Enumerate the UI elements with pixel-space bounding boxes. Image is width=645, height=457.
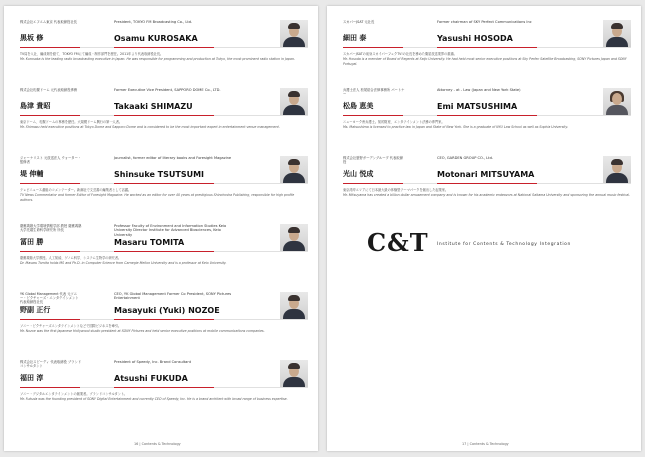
affiliation-en: CEO, GARDEN GROUP CO., Ltd. — [437, 156, 494, 160]
profile-header — [20, 360, 308, 388]
bio-jp: ソニー・ピクチャーズエンタテインメントなどで国際ビジネスを牽引。 — [20, 324, 122, 328]
profile-nozoe — [20, 292, 308, 334]
name-en: Masaru TOMITA — [114, 238, 185, 247]
bio-jp: テレビニュース番組のコメンテーター。新潮社で文芸書の編集者として活躍。 — [20, 188, 132, 192]
bio-jp: ソニー・デジタルエンタテインメントの創業者。ブランドコンサルタント。 — [20, 392, 127, 396]
portrait-photo — [280, 88, 308, 116]
affiliation-en: Former chairman of SKY Perfect Communications Inc — [437, 20, 532, 24]
divider-rule — [20, 183, 308, 184]
portrait-photo — [280, 224, 308, 252]
logo-mark: C&T — [367, 228, 429, 257]
affiliation-en: Attorney - at - Law (Japan and New York State) — [437, 88, 521, 92]
affiliation-en: Journalist, former editor of literary books and Foresight Magazine — [114, 156, 232, 160]
divider-rule — [20, 115, 308, 116]
ct-logo — [367, 228, 607, 268]
bio-en: Mr. Hosoda is a member of Board of Regents at Seijo University. He had held most senior executive positions at Sky Perfec Satellite Broadcasting, SONY Pictures Japan and SONY Portugal. — [343, 57, 627, 66]
portrait-photo — [603, 20, 631, 48]
profile-matsushima — [343, 88, 631, 130]
name-en: Emi MATSUSHIMA — [437, 102, 518, 111]
profile-tomita — [20, 224, 308, 266]
bio-en: Mr. Mitsuyama has created a billion dollar amusement company and is known for his academic endeavors at National Saitama University and sponsoring the annual music festival. — [343, 193, 631, 198]
profile-header — [343, 20, 631, 48]
profile-fukuda — [20, 360, 308, 402]
name-en: Yasushi HOSODA — [437, 34, 513, 43]
divider-rule — [20, 319, 308, 320]
name-jp: 細田 泰 — [343, 34, 367, 42]
bio-en: Dr. Masaru Tomita holds MS and Ph.D. in Computer Science from Carnegie Mellon University and is a professor at Keio University. — [20, 261, 227, 266]
name-en: Masayuki (Yuki) NOZOE — [114, 306, 220, 315]
profile-shimazu — [20, 88, 308, 130]
name-jp: 堤 伸輔 — [20, 170, 44, 178]
profile-header — [343, 88, 631, 116]
name-jp: 野副 正行 — [20, 306, 51, 314]
bio-jp: 東京ドーム、札幌ドームの専務を歴任。大規模ドーム興行の第一人者。 — [20, 120, 123, 124]
affiliation-jp: 株式会社エフエム東京 代表取締役社長 — [20, 20, 77, 24]
divider-rule — [20, 251, 308, 252]
right-page — [327, 6, 641, 451]
affiliation-jp: スカパーJSAT 元社長 — [343, 20, 375, 24]
affiliation-jp: 慶應義塾大学環境情報学部 教授 慶應義塾大学先端生命科学研究所 所長 — [20, 224, 82, 233]
left-page — [4, 6, 318, 451]
divider-rule — [20, 387, 308, 388]
name-jp: 光山 悦成 — [343, 170, 374, 178]
name-jp: 島津 貴昭 — [20, 102, 51, 110]
logo-tagline: Institute for Contents & Technology Integration — [437, 242, 571, 247]
name-en: Motonari MITSUYAMA — [437, 170, 535, 179]
bio-jp: 東京湾岸エリアにて日本最大級の体験型テーマパークを創出した起業家。 — [343, 188, 449, 192]
name-en: Takaaki SHIMAZU — [114, 102, 193, 111]
affiliation-jp: YK Global Management 代表 元ソニー・ピクチャーズ・エンタテインメント 代表取締役社長 — [20, 292, 79, 305]
name-jp: 黒坂 修 — [20, 34, 44, 42]
profile-header — [20, 88, 308, 116]
bio-en: Mr. Nozoe was the first Japanese Hollywood studio president at SONY Pictures and held senior executive positions at mobile communications companies. — [20, 329, 265, 334]
profile-header — [343, 156, 631, 184]
bio-en: Mr. Fukuda was the founding president of SONY Digital Entertainment and currently CEO of Speedy, Inc. He is a brand architect with broad range of business expertise. — [20, 397, 288, 402]
bio-en: Mr. Shimazu held executive positions at Tokyo Dome and Sapporo Dome and is considered to be the most important expert in entertainment venue management. — [20, 125, 280, 130]
affiliation-jp: 弁護士法人 松尾総合法律事務所 パートナー — [343, 88, 405, 97]
affiliation-en: Professor Faculty of Environment and Information Studies Keio University Director Institute for Advanced Biosciences, Keio University — [114, 224, 227, 237]
profile-tsutsumi — [20, 156, 308, 202]
divider-rule — [343, 115, 631, 116]
bio-jp: ニューヨーク州弁護士。知的財産、エンタテインメント法務の専門家。 — [343, 120, 445, 124]
name-en: Osamu KUROSAKA — [114, 34, 198, 43]
portrait-photo — [280, 156, 308, 184]
profile-header — [20, 156, 308, 184]
name-en: Shinsuke TSUTSUMI — [114, 170, 205, 179]
affiliation-jp: 株式会社スピーディ 代表取締役 ブランドコンサルタント — [20, 360, 82, 369]
name-jp: 福田 淳 — [20, 374, 44, 382]
affiliation-jp: 株式会社夏野ガーデングループ 代表取締役 — [343, 156, 403, 165]
profile-kurosaka — [20, 20, 308, 62]
profile-header — [20, 292, 308, 320]
divider-rule — [343, 47, 631, 48]
divider-rule — [20, 47, 308, 48]
profile-header — [20, 224, 308, 252]
page-footer: 16 | Contents & Technology — [134, 442, 181, 446]
profile-hosoda — [343, 20, 631, 66]
page-footer: 17 | Contents & Technology — [462, 442, 509, 446]
portrait-photo — [280, 360, 308, 388]
bio-en: Ms. Matsushima is licensed to practice law in Japan and State of New York. She is a graduate of NYU Law School as well as Sophia University. — [343, 125, 569, 130]
bio-en: TV News Commentator and former Editor of Foresight Magazine. He worked as an editor for over 40 years at prestigious Shinchosha Publishing, responsible for high profile authors. — [20, 193, 295, 202]
bio-en: Mr. Kurosaka is the leading radio broadcasting executive in Japan. He was responsible for programming and production at Tokyo, the most prominent radio station in Japan. — [20, 57, 295, 62]
portrait-photo — [280, 292, 308, 320]
bio-jp: スカパーJSATの前身スカイパーフェクTV!の社長を務めた衛星放送業界の重鎮。 — [343, 52, 457, 56]
name-jp: 松島 恵美 — [343, 102, 374, 110]
portrait-photo — [603, 156, 631, 184]
affiliation-jp: 株式会社札幌ドーム 元代表取締役専務 — [20, 88, 78, 92]
bio-jp: TV局を入社、編成畑を経て、TOKYO FMにて編成・制作部門を歴任。2011年より代表取締役社長。 — [20, 52, 164, 56]
affiliation-en: President, TOKYO FM Broadcasting Co., Ltd. — [114, 20, 193, 24]
bio-jp: 慶應義塾大学教授。人工知能、ゲノム科学、システム生物学の研究者。 — [20, 256, 122, 260]
profile-header — [20, 20, 308, 48]
name-jp: 冨田 勝 — [20, 238, 44, 246]
profile-mitsuyama — [343, 156, 631, 198]
name-en: Atsushi FUKUDA — [114, 374, 188, 383]
portrait-photo — [603, 88, 631, 116]
affiliation-en: Former Executive Vice President, SAPPORO DOME Co., LTD. — [114, 88, 221, 92]
affiliation-en: President of Speedy, Inc. Brand Consultant — [114, 360, 192, 364]
affiliation-en: CEO, YK Global Management Former Co President, SONY Pictures Entertainment — [114, 292, 232, 301]
affiliation-jp: ジャーナリスト 元放送法人 ウォーター・監修者 — [20, 156, 82, 165]
portrait-photo — [280, 20, 308, 48]
divider-rule — [343, 183, 631, 184]
